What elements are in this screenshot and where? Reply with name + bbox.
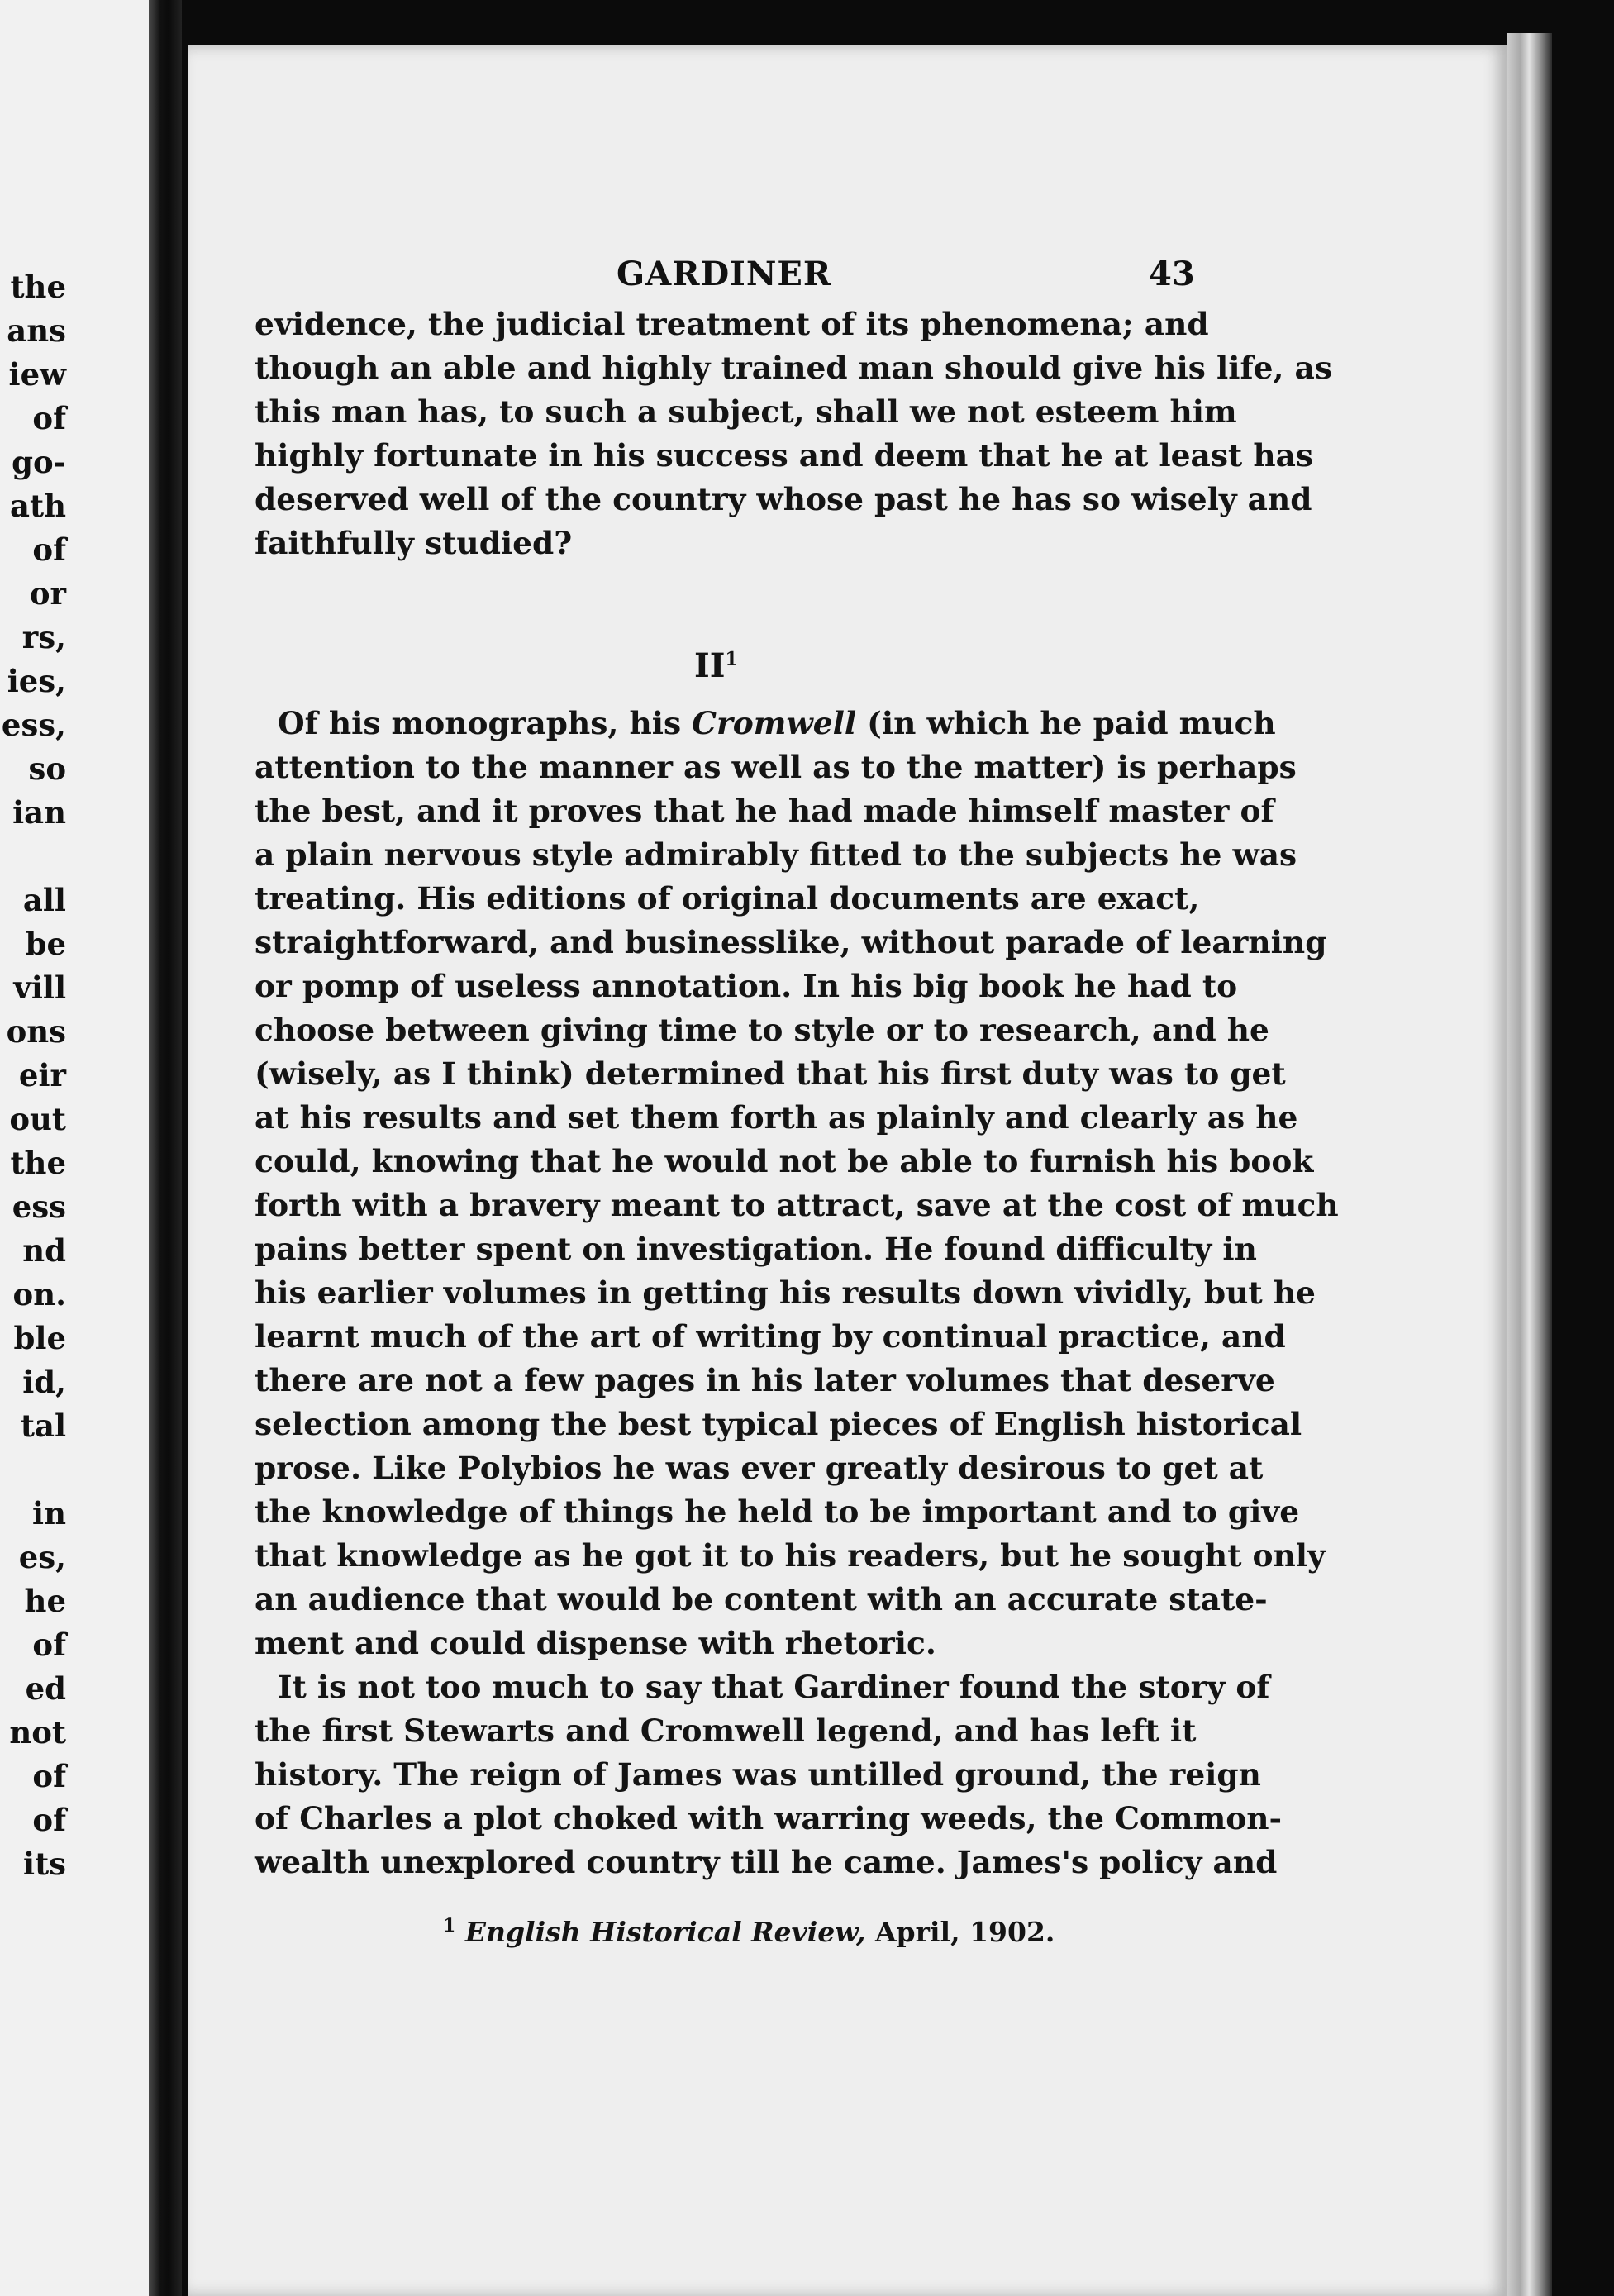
text-line: could, knowing that he would not be able to furnish his book: [255, 1143, 1314, 1179]
previous-page-fragment: es,: [18, 1539, 66, 1575]
previous-page-fragment: nd: [22, 1232, 66, 1269]
text-line: choose between giving time to style or to research, and he: [255, 1012, 1269, 1048]
book-title: Cromwell: [692, 705, 857, 741]
previous-page-fragment: ess: [12, 1188, 66, 1225]
text-line: at his results and set them forth as plainly and clearly as he: [255, 1099, 1298, 1136]
previous-page-fragment: he: [24, 1583, 66, 1619]
text-line: of Charles a plot choked with warring weeds, the Common-: [255, 1800, 1283, 1836]
previous-page-fragment: its: [23, 1846, 66, 1882]
text-line: the first Stewarts and Cromwell legend, and has left it: [255, 1712, 1197, 1749]
previous-page-fragment: ath: [10, 488, 66, 524]
page-header: [188, 255, 1507, 296]
book-page: [188, 45, 1507, 2296]
text-line: selection among the best typical pieces of English historical: [255, 1406, 1302, 1442]
text-line: highly fortunate in his success and deem that he at least has: [255, 437, 1313, 474]
text-line: [278, 703, 1276, 744]
text-line: learnt much of the art of writing by continual practice, and: [255, 1318, 1286, 1355]
text-line: attention to the manner as well as to the matter) is perhaps: [255, 749, 1297, 785]
previous-page-fragment: go-: [12, 444, 66, 480]
previous-page-fragment: rs,: [21, 619, 66, 655]
previous-page-fragment: ble: [13, 1320, 66, 1356]
previous-page-fragment: of: [32, 531, 66, 568]
page-number: 43: [1149, 255, 1195, 293]
previous-page-fragment: the: [10, 269, 66, 305]
text-line: there are not a few pages in his later volumes that deserve: [255, 1362, 1275, 1398]
previous-page-fragment: ian: [12, 794, 66, 831]
text-line: wealth unexplored country till he came. James's policy and: [255, 1844, 1278, 1880]
text-line: (wisely, as I think) determined that his first duty was to get: [255, 1055, 1286, 1092]
previous-page-fragment: of: [32, 1758, 66, 1794]
text-line: his earlier volumes in getting his results down vividly, but he: [255, 1274, 1316, 1311]
text-line: It is not too much to say that Gardiner found the story of: [278, 1669, 1270, 1705]
text-line: an audience that would be content with an accurate state-: [255, 1581, 1268, 1617]
book-gutter: [149, 0, 182, 2296]
text-line: the best, and it proves that he had made himself master of: [255, 793, 1274, 829]
footnote: [443, 1916, 1055, 1948]
previous-page-edge: [0, 0, 149, 2296]
text-line: that knowledge as he got it to his readers, but he sought only: [255, 1537, 1326, 1574]
previous-page-fragment: or: [29, 575, 66, 612]
text-line: straightforward, and businesslike, without parade of learning: [255, 924, 1327, 960]
previous-page-fragment: all: [22, 882, 66, 918]
text-line: treating. His editions of original documents are exact,: [255, 880, 1200, 917]
previous-page-fragment: ess,: [1, 707, 66, 743]
previous-page-fragment: out: [9, 1101, 66, 1137]
previous-page-fragment: vill: [13, 969, 66, 1006]
text-line: though an able and highly trained man should give his life, as: [255, 350, 1332, 386]
previous-page-fragment: be: [25, 926, 66, 962]
footnote-date: April, 1902.: [865, 1916, 1055, 1948]
page-stack-edge: [1507, 33, 1552, 2296]
text-line: faithfully studied?: [255, 525, 573, 561]
text-line: forth with a bravery meant to attract, save at the cost of much: [255, 1187, 1339, 1223]
text-line: the knowledge of things he held to be important and to give: [255, 1493, 1300, 1530]
previous-page-fragment: eir: [18, 1057, 66, 1093]
previous-page-fragment: of: [32, 1627, 66, 1663]
footnote-reference: 1: [725, 648, 738, 670]
text-line: a plain nervous style admirably fitted to the subjects he was: [255, 836, 1297, 873]
previous-page-fragment: the: [10, 1145, 66, 1181]
text-run: (in which he paid much: [856, 705, 1276, 741]
previous-page-fragment: not: [9, 1714, 66, 1751]
footnote-source: English Historical Review,: [464, 1916, 866, 1948]
previous-page-fragment: ies,: [7, 663, 66, 699]
section-heading: [694, 646, 738, 685]
text-run: Of his monographs, his: [278, 705, 693, 741]
text-line: ment and could dispense with rhetoric.: [255, 1625, 936, 1661]
scan-background: [1552, 0, 1614, 2296]
text-line: history. The reign of James was untilled ground, the reign: [255, 1756, 1261, 1793]
text-line: this man has, to such a subject, shall we not esteem him: [255, 393, 1237, 430]
section-number: II: [694, 646, 726, 685]
previous-page-fragment: tal: [20, 1408, 66, 1444]
previous-page-fragment: ed: [25, 1670, 66, 1707]
running-head: GARDINER: [617, 255, 832, 293]
previous-page-fragment: so: [28, 750, 66, 787]
text-line: or pomp of useless annotation. In his big book he had to: [255, 968, 1238, 1004]
footnote-mark: 1: [443, 1915, 456, 1936]
text-line: prose. Like Polybios he was ever greatly desirous to get at: [255, 1450, 1264, 1486]
previous-page-fragment: ans: [7, 312, 66, 349]
text-line: pains better spent on investigation. He found difficulty in: [255, 1231, 1257, 1267]
previous-page-fragment: in: [32, 1495, 66, 1531]
previous-page-fragment: ons: [6, 1013, 66, 1050]
previous-page-fragment: of: [32, 1802, 66, 1838]
text-line: evidence, the judicial treatment of its phenomena; and: [255, 306, 1209, 342]
text-line: deserved well of the country whose past he has so wisely and: [255, 481, 1312, 517]
previous-page-fragment: of: [32, 400, 66, 436]
previous-page-fragment: id,: [22, 1364, 66, 1400]
previous-page-fragment: on.: [12, 1276, 66, 1312]
previous-page-fragment: iew: [8, 356, 66, 393]
